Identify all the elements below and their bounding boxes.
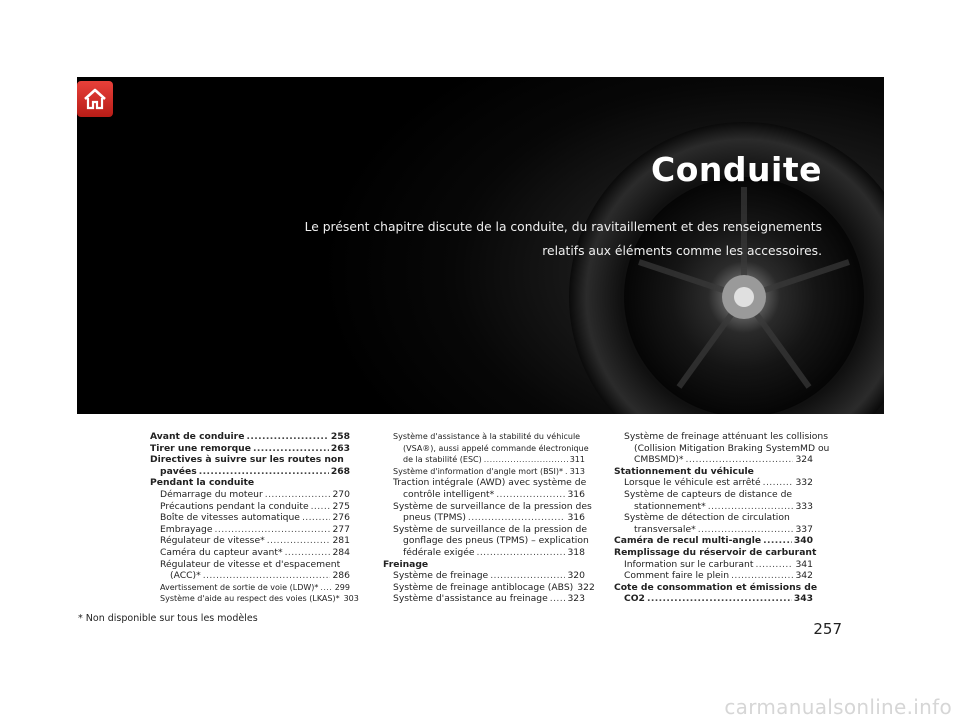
toc-entry[interactable]: Système d'assistance au freinage ..... 323 bbox=[383, 593, 585, 605]
toc-entry[interactable]: Démarrage du moteur ..... 270 bbox=[150, 489, 350, 501]
toc-entry[interactable]: Avant de conduire ..... 258 bbox=[150, 431, 350, 443]
toc-entry[interactable]: Lorsque le véhicule est arrêté ..... 332 bbox=[614, 477, 813, 489]
toc-entry[interactable]: Embrayage ..... 277 bbox=[150, 524, 350, 536]
toc-entry[interactable]: fédérale exigée ..... 318 bbox=[383, 547, 585, 559]
toc-column-3 bbox=[614, 431, 830, 605]
toc-entry-line[interactable]: Système d'assistance à la stabilité du véhicule bbox=[393, 432, 581, 441]
toc-entry[interactable]: CO2 ..... 343 bbox=[614, 593, 813, 605]
toc-entry[interactable]: Système d'information d'angle mort (BSI)* ..... 313 bbox=[383, 466, 585, 478]
footnote: * Non disponible sur tous les modèles bbox=[78, 613, 258, 624]
toc-entry-line[interactable]: Système de freinage atténuant les collisions bbox=[624, 431, 829, 442]
toc-column-1 bbox=[150, 431, 359, 605]
chapter-description: Le présent chapitre discute de la conduite, du ravitaillement et des renseignements relatifs aux éléments comme les accessoires. bbox=[304, 220, 822, 258]
toc-entry[interactable]: pavées ..... 268 bbox=[150, 466, 350, 478]
page-number: 257 bbox=[813, 620, 842, 638]
toc-entry[interactable]: Système d'aide au respect des voies (LKAS)* 303 bbox=[160, 594, 359, 604]
home-button[interactable] bbox=[77, 81, 113, 117]
toc-entry[interactable]: Caméra de recul multi-angle ..... 340 bbox=[614, 535, 813, 547]
toc-entry[interactable]: de la stabilité (ESC) ..... 311 bbox=[383, 454, 585, 466]
toc-entry[interactable]: CMBSMD)* ..... 324 bbox=[614, 454, 813, 466]
toc-entry[interactable]: transversale* ..... 337 bbox=[614, 524, 813, 536]
toc-section-heading: Stationnement du véhicule bbox=[614, 465, 754, 477]
toc-entry-line[interactable]: (Collision Mitigation Braking SystemMD ou bbox=[634, 442, 830, 454]
toc-entry[interactable]: Comment faire le plein ..... 342 bbox=[614, 570, 813, 582]
toc-entry[interactable]: Boîte de vitesses automatique ..... 276 bbox=[150, 512, 350, 524]
toc-entry[interactable]: Tirer une remorque ..... 263 bbox=[150, 443, 350, 455]
toc-entry[interactable]: Précautions pendant la conduite ..... 275 bbox=[150, 501, 350, 513]
toc-entry[interactable]: Système de freinage ..... 320 bbox=[383, 570, 585, 582]
toc-entry[interactable]: pneus (TPMS) ..... 316 bbox=[383, 512, 585, 524]
toc-entry[interactable]: stationnement* ..... 333 bbox=[614, 501, 813, 513]
toc-section-heading: Freinage bbox=[383, 558, 429, 570]
toc-entry-line[interactable]: Système de détection de circulation bbox=[624, 512, 790, 524]
toc-entry-line[interactable]: gonflage des pneus (TPMS) – explication bbox=[403, 535, 589, 547]
toc-entry-line[interactable]: (VSA®), aussi appelé commande électronique bbox=[403, 443, 589, 453]
toc-entry-line[interactable]: Traction intégrale (AWD) avec système de bbox=[393, 477, 587, 489]
toc-entry[interactable]: contrôle intelligent* ..... 316 bbox=[383, 489, 585, 501]
toc-entry[interactable]: Régulateur de vitesse* ..... 281 bbox=[150, 535, 350, 547]
toc-entry-line[interactable]: Régulateur de vitesse et d'espacement bbox=[160, 558, 341, 570]
toc-entry-line[interactable]: Système de capteurs de distance de bbox=[624, 488, 793, 500]
toc-entry-line[interactable]: Système de surveillance de la pression de bbox=[393, 523, 587, 535]
toc-entry[interactable]: Système de freinage antiblocage (ABS) 322 bbox=[393, 581, 595, 593]
toc-entry-line[interactable]: Système de surveillance de la pression des bbox=[393, 500, 592, 512]
toc-entry[interactable]: Information sur le carburant ..... 341 bbox=[614, 559, 813, 571]
toc-entry[interactable]: (ACC)* ..... 286 bbox=[150, 570, 350, 582]
home-icon bbox=[82, 86, 108, 112]
toc-entry-line[interactable]: Directives à suivre sur les routes non bbox=[150, 454, 344, 466]
toc-entry[interactable]: Caméra du capteur avant* ..... 284 bbox=[150, 547, 350, 559]
toc-section-heading: Pendant la conduite bbox=[150, 477, 255, 489]
chapter-title: Conduite bbox=[651, 150, 822, 189]
toc-entry[interactable]: Avertissement de sortie de voie (LDW)* ..... 299 bbox=[150, 582, 350, 594]
watermark: carmanualsonline.info bbox=[724, 695, 952, 719]
toc-column-2 bbox=[383, 431, 595, 605]
toc-section-heading: Remplissage du réservoir de carburant bbox=[614, 546, 817, 558]
toc-entry-line[interactable]: Cote de consommation et émissions de bbox=[614, 581, 818, 593]
